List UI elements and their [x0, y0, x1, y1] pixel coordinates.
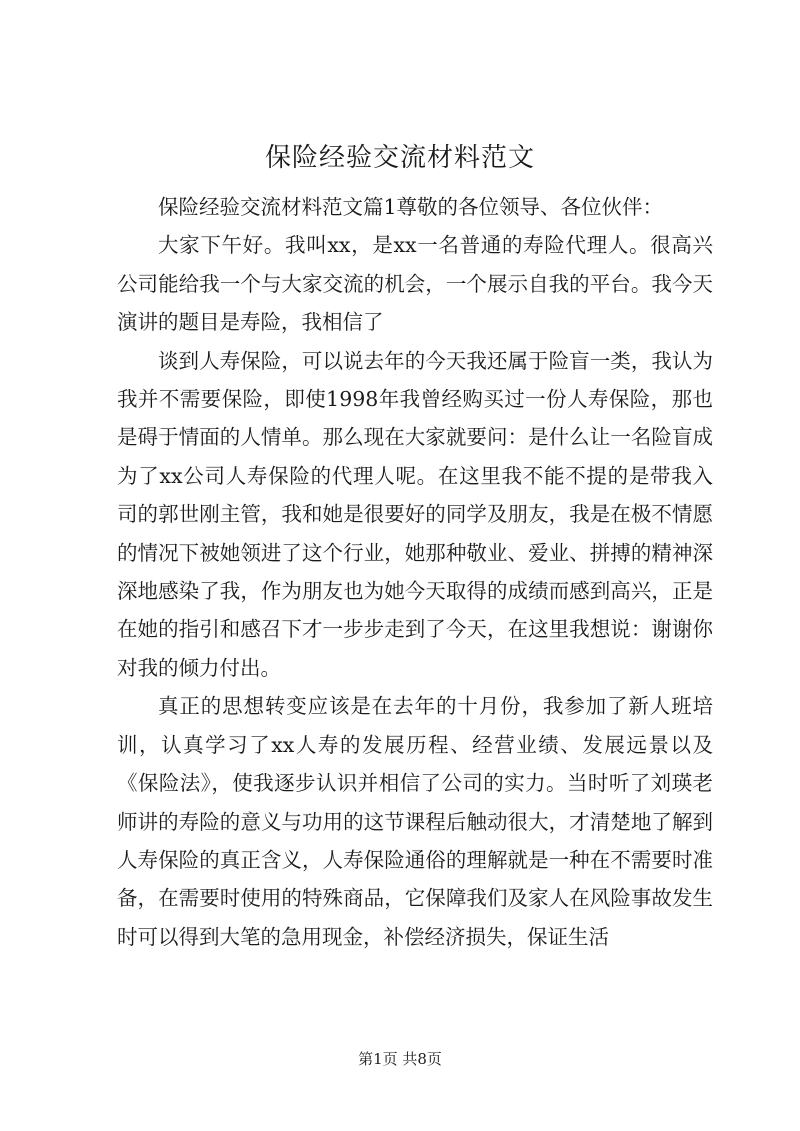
document-title: 保险经验交流材料范文	[264, 143, 535, 173]
document-body	[117, 188, 713, 956]
paragraph-4: 真正的思想转变应该是在去年的十月份，我参加了新人班培训，认真学习了xx人寿的发展历程、经营业绩、发展远景以及《保险法》，使我逐步认识并相信了公司的实力。当时听了刘瑛老师讲的寿险的意义与功用的这节课程后触动很大，才清楚地了解到人寿保险的真正含义，人寿保险通俗的理解就是一种在不需要时准备，在需要时使用的特殊商品，它保障我们及家人在风险事故发生时可以得到大笔的急用现金，补偿经济损失，保证生活	[117, 694, 713, 949]
paragraph-2: 大家下午好。我叫xx，是xx一名普通的寿险代理人。很高兴公司能给我一个与大家交流的机会，一个展示自我的平台。我今天演讲的题目是寿险，我相信了	[117, 233, 713, 335]
paragraph-3: 谈到人寿保险，可以说去年的今天我还属于险盲一类，我认为我并不需要保险，即使1998年我曾经购买过一份人寿保险，那也是碍于情面的人情单。那么现在大家就要问：是什么让一名险盲成为了xx公司人寿保险的代理人呢。在这里我不能不提的是带我入司的郭世刚主管，我和她是很要好的同学及朋友，我是在极不情愿的情况下被她领进了这个行业，她那种敬业、爱业、拼搏的精神深深地感染了我，作为朋友也为她今天取得的成绩而感到高兴，正是在她的指引和感召下才一步步走到了今天，在这里我想说：谢谢你对我的倾力付出。	[117, 348, 713, 680]
paragraph-1: 保险经验交流材料范文篇1尊敬的各位领导、各位伙伴：	[158, 195, 664, 219]
page-footer: 第1页 共8页	[358, 1050, 442, 1068]
